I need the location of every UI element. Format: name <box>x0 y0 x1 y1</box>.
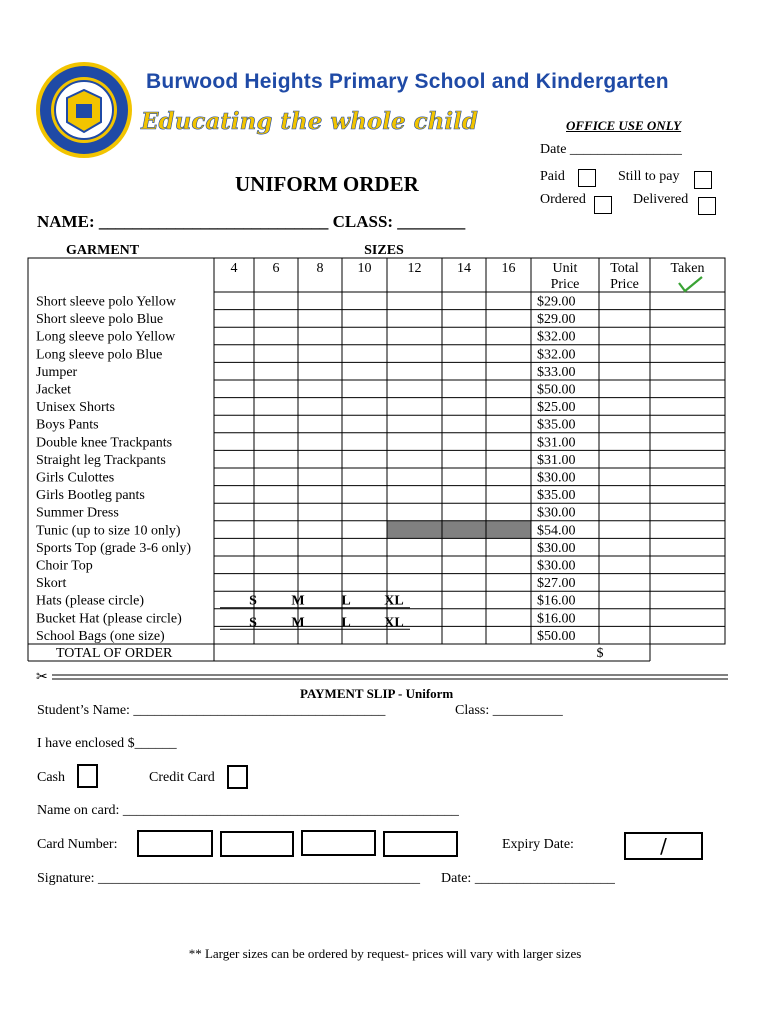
size-heading-16: 16 <box>501 261 516 276</box>
unit-price-header-line2: Price <box>550 277 580 292</box>
total-price-header-line1: Total <box>610 261 639 276</box>
slip-class-field[interactable]: Class: __________ <box>455 703 563 718</box>
unit-price: $32.00 <box>537 347 576 363</box>
name-on-card-field[interactable]: Name on card: ________________________________________________ <box>37 803 459 818</box>
garment-name: Bucket Hat (please circle) <box>36 611 182 627</box>
unit-price: $35.00 <box>537 488 576 504</box>
size-heading-8: 8 <box>316 261 324 276</box>
card-number-box-1[interactable] <box>137 830 213 857</box>
garment-name: Skort <box>36 576 67 592</box>
garment-name: Summer Dress <box>36 505 119 521</box>
garment-name: Choir Top <box>36 558 93 574</box>
size-heading-12: 12 <box>407 261 422 276</box>
cash-checkbox[interactable] <box>77 764 98 788</box>
office-ordered-label: Ordered <box>540 192 586 207</box>
garment-name: Tunic (up to size 10 only) <box>36 523 181 539</box>
garment-header: GARMENT <box>66 243 140 258</box>
taken-header: Taken <box>670 261 705 276</box>
amount-enclosed-field[interactable]: I have enclosed $______ <box>37 736 177 751</box>
size-heading-10: 10 <box>357 261 372 276</box>
tunic-unavailable-sizes <box>387 521 531 539</box>
garment-name: Boys Pants <box>36 417 99 433</box>
garment-name: Short sleeve polo Yellow <box>36 294 176 310</box>
unit-price: $50.00 <box>537 382 576 398</box>
total-of-order-label: TOTAL OF ORDER <box>56 646 173 661</box>
garment-name: Short sleeve polo Blue <box>36 312 164 328</box>
office-paid-label: Paid <box>540 169 565 184</box>
hat-size-option-XL: XL <box>384 593 404 609</box>
school-tagline: Educating the whole child <box>141 108 478 135</box>
garment-name: Long sleeve polo Yellow <box>36 329 176 345</box>
footnote: ** Larger sizes can be ordered by request- prices will vary with larger sizes <box>188 946 582 961</box>
garment-name: Straight leg Trackpants <box>36 452 166 468</box>
unit-price: $31.00 <box>537 452 576 468</box>
garment-name: Girls Bootleg pants <box>36 488 145 504</box>
scissor-cut-line <box>36 668 730 686</box>
garment-name: Long sleeve polo Blue <box>36 347 163 363</box>
check-mark-icon <box>679 277 702 291</box>
slip-date-field[interactable]: Date: ____________________ <box>441 871 615 886</box>
name-class-line[interactable]: NAME: ___________________________ CLASS: ________ <box>37 212 466 231</box>
total-price-header-line2: Price <box>610 277 639 292</box>
unit-price: $33.00 <box>537 364 576 380</box>
unit-price: $35.00 <box>537 417 576 433</box>
garment-name: Sports Top (grade 3-6 only) <box>36 540 192 556</box>
credit-card-checkbox[interactable] <box>227 765 248 789</box>
unit-price: $30.00 <box>537 558 576 574</box>
card-number-box-4[interactable] <box>383 831 458 857</box>
unit-price: $50.00 <box>537 628 576 644</box>
unit-price: $54.00 <box>537 523 576 539</box>
expiry-date-box[interactable]: / <box>624 832 703 860</box>
size-heading-14: 14 <box>457 261 471 276</box>
garment-name: Jacket <box>36 382 71 398</box>
unit-price: $25.00 <box>537 400 576 416</box>
hat-size-option-XL: XL <box>384 615 404 631</box>
hat-size-option-L: L <box>341 615 351 631</box>
sizes-header: SIZES <box>364 243 404 258</box>
hat-size-option-S: S <box>249 615 257 631</box>
garment-name: Jumper <box>36 364 78 380</box>
office-date-field[interactable]: Date ________________ <box>540 142 682 157</box>
card-number-box-2[interactable] <box>220 831 294 857</box>
office-delivered-label: Delivered <box>633 192 689 207</box>
garment-name: Girls Culottes <box>36 470 115 486</box>
garment-name: Hats (please circle) <box>36 593 145 609</box>
form-title: UNIFORM ORDER <box>235 172 419 196</box>
credit-card-label: Credit Card <box>149 770 215 785</box>
office-still-to-pay-label: Still to pay <box>618 169 680 184</box>
garment-name: School Bags (one size) <box>36 628 165 644</box>
school-name: Burwood Heights Primary School and Kindergarten <box>146 70 669 93</box>
student-name-field[interactable]: Student’s Name: ____________________________________ <box>37 703 386 718</box>
svg-text:✂: ✂ <box>36 670 48 685</box>
unit-price: $29.00 <box>537 294 576 310</box>
hat-size-option-L: L <box>341 593 351 609</box>
total-currency: $ <box>596 646 604 661</box>
unit-price: $31.00 <box>537 435 576 451</box>
size-heading-4: 4 <box>230 261 238 276</box>
unit-price-header-line1: Unit <box>552 261 578 276</box>
payment-slip-title: PAYMENT SLIP - Uniform <box>300 686 454 701</box>
unit-price: $29.00 <box>537 312 576 328</box>
card-number-label: Card Number: <box>37 837 118 852</box>
hat-size-option-M: M <box>291 615 305 631</box>
unit-price: $16.00 <box>537 593 576 609</box>
unit-price: $27.00 <box>537 576 576 592</box>
office-use-title: OFFICE USE ONLY <box>566 118 682 133</box>
unit-price: $30.00 <box>537 540 576 556</box>
unit-price: $32.00 <box>537 329 576 345</box>
size-heading-6: 6 <box>272 261 280 276</box>
unit-price: $30.00 <box>537 505 576 521</box>
unit-price: $16.00 <box>537 611 576 627</box>
hat-size-option-S: S <box>249 593 257 609</box>
garment-name: Double knee Trackpants <box>36 435 173 451</box>
signature-field[interactable]: Signature: ______________________________________________ <box>37 871 421 886</box>
garment-name: Unisex Shorts <box>36 400 115 416</box>
cash-label: Cash <box>37 770 65 785</box>
hat-size-option-M: M <box>291 593 305 609</box>
card-number-box-3[interactable] <box>301 830 376 856</box>
unit-price: $30.00 <box>537 470 576 486</box>
expiry-date-label: Expiry Date: <box>502 837 574 852</box>
